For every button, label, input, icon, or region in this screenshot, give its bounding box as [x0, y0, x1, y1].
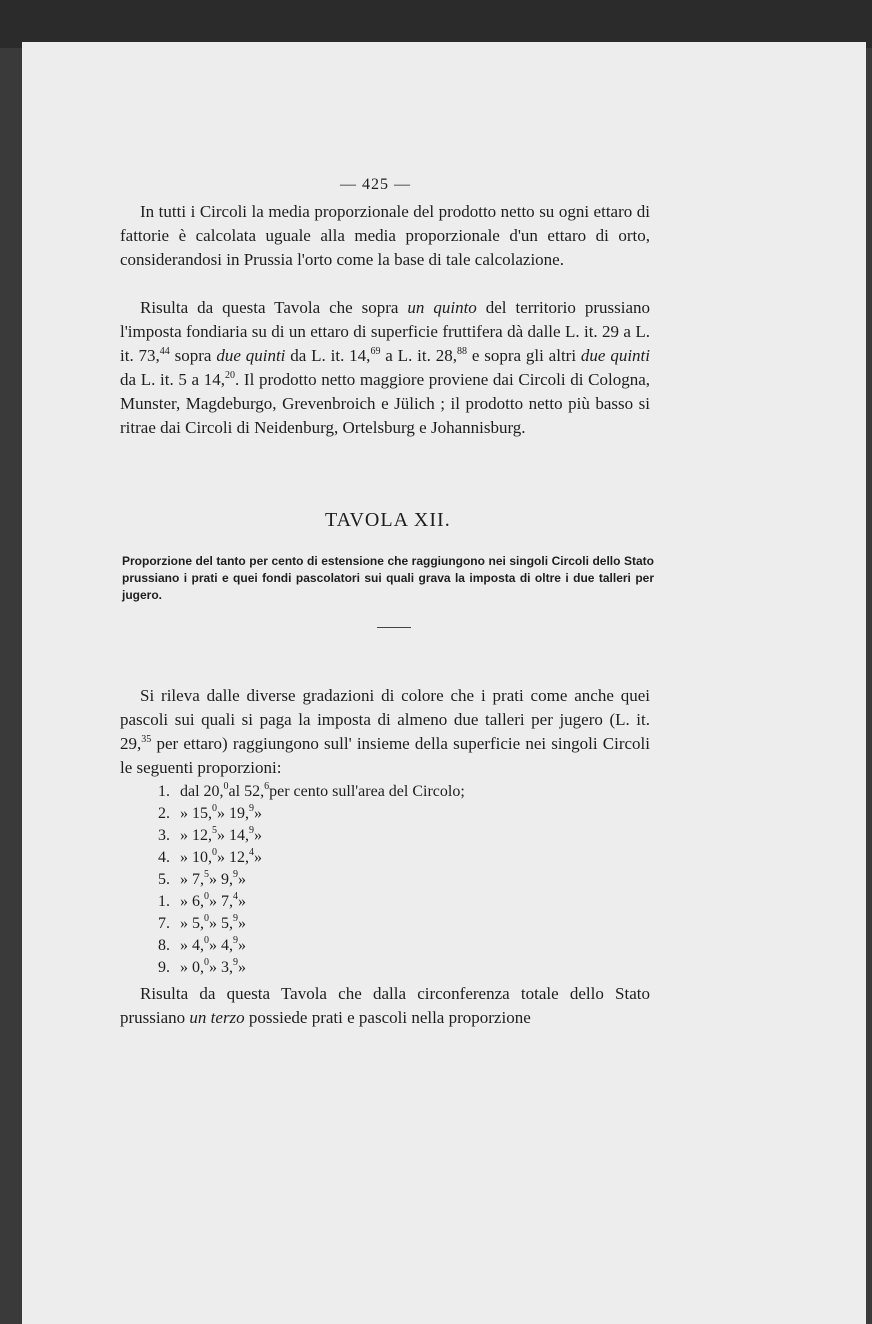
list-item: 9. » 0,$^0$» 3,$^9$» — [158, 957, 246, 976]
scan-dark-border — [0, 0, 872, 48]
list-item: 1. » 6,$^0$» 7,$^4$» — [158, 891, 246, 910]
list-item: 5. » 7,$^5$» 9,$^9$» — [158, 869, 246, 888]
paragraph-3: Si rileva dalle diverse gradazioni di colore che i prati come anche quei pascoli sui quali si paga la imposta di almeno due talleri per jugero (L. it. 29,35 per ettaro) raggiungono sull' insieme della superficie nei singoli Circoli le seguenti proporzioni: — [120, 686, 650, 777]
divider — [377, 627, 411, 628]
list-item: 4. » 10,$^0$» 12,$^4$» — [158, 847, 262, 866]
page-number: — 425 — — [340, 176, 411, 193]
list-item: 8. » 4,$^0$» 4,$^9$» — [158, 935, 246, 954]
paragraph-1: In tutti i Circoli la media proporzionale del prodotto netto su ogni ettaro di fattorie è calcolata uguale alla media proporzionale d'un ettaro di orto, considerandosi in Prussia l'orto come la base di tale calcolazione. — [120, 202, 650, 269]
list-item: 7. » 5,$^0$» 5,$^9$» — [158, 913, 246, 932]
paragraph-2: Risulta da questa Tavola che sopra un quinto del territorio prussiano l'imposta fondiaria su di un ettaro di superficie fruttifera dà dalle L. it. 29 a L. it. 73,44 sopra due quinti da L. it. 14,69 a L. it. 28,88 e sopra gli altri due quinti da L. it. 5 a 14,20. Il prodotto netto maggiore proviene dai Circoli di Cologna, Munster, Magdeburgo, Grevenbroich e Jülich ; il prodotto netto più basso si ritrae dai Circoli di Neidenburg, Ortelsburg e Johannisburg. — [120, 298, 650, 437]
list-item: 1. dal 20,$^0$al 52,$^6$per cento sull'area del Circolo; — [158, 781, 465, 800]
table-caption: Proporzione del tanto per cento di estensione che raggiungono nei singoli Circoli dello Stato prussiano i prati e quei fondi pascolatori sui quali grava la imposta di oltre i due talleri per jugero. — [122, 554, 654, 602]
list-item: 3. » 12,$^5$» 14,$^9$» — [158, 825, 262, 844]
paragraph-4: Risulta da questa Tavola che dalla circonferenza totale dello Stato prussiano un terzo possiede prati e pascoli nella proporzione — [120, 984, 650, 1027]
table-title: TAVOLA XII. — [325, 509, 451, 531]
list-item: 2. » 15,$^0$» 19,$^9$» — [158, 803, 262, 822]
proportions-list — [158, 781, 465, 979]
